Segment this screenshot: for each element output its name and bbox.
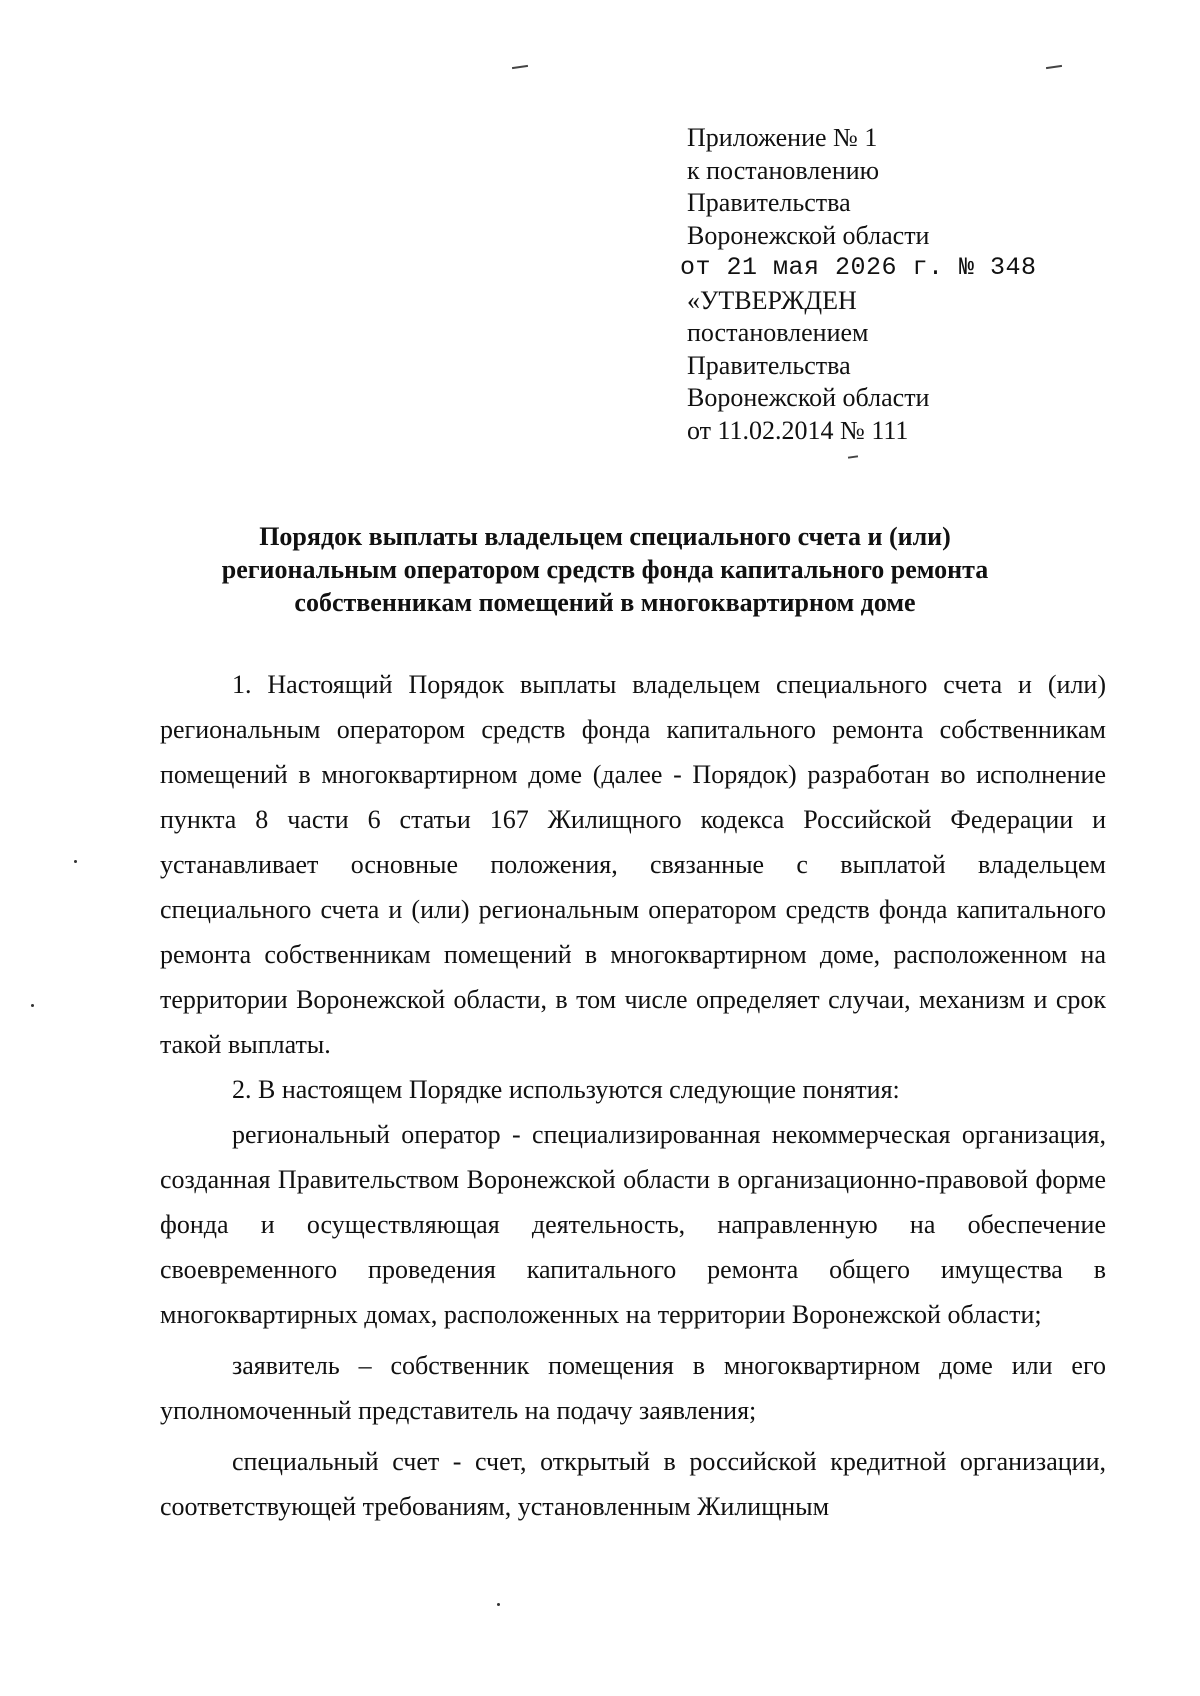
paragraph: заявитель – собственник помещения в многоквартирном доме или его уполномоченный представитель на подачу заявления; xyxy=(160,1351,1106,1425)
approved-line: «УТВЕРЖДЕН xyxy=(687,285,857,315)
scan-mark xyxy=(512,65,528,69)
approved-line: Правительства xyxy=(687,350,851,380)
scan-speck xyxy=(74,860,77,863)
scan-speck xyxy=(497,1603,500,1606)
scan-mark xyxy=(1046,65,1062,69)
approved-line: постановлением xyxy=(687,318,869,347)
title-line: собственникам помещений в многоквартирном доме xyxy=(294,588,916,617)
paragraph: специальный счет - счет, открытый в российской кредитной организации, соответствующей требованиям, установленным Жилищным xyxy=(160,1447,1106,1521)
title-line: региональным оператором средств фонда капитального ремонта xyxy=(221,555,989,584)
appendix-line: Приложение № 1 xyxy=(687,123,878,152)
appendix-line: Правительства xyxy=(687,188,851,217)
appendix-line: Воронежской области xyxy=(687,220,930,250)
scan-mark xyxy=(848,455,858,458)
resolution-date: от 21 мая 2026 г. № 348 xyxy=(680,253,1037,282)
paragraph: 2. В настоящем Порядке используются следующие понятия: xyxy=(232,1075,900,1104)
approved-line: Воронежской области xyxy=(687,383,930,412)
appendix-line: к постановлению xyxy=(687,155,880,185)
scan-speck xyxy=(31,1004,34,1007)
paragraph: региональный оператор - специализированная некоммерческая организация, созданная Правительством Воронежской области в организационно-правовой форме фонда и осуществляющая деятельность, направленную на обеспечение своевременного проведения капитального ремонта общего имущества в многоквартирных домах, расположенных на территории Воронежской области; xyxy=(160,1120,1106,1329)
appendix-block xyxy=(680,122,1037,447)
document-title xyxy=(150,520,1060,619)
document-body xyxy=(160,662,1106,1529)
title-line: Порядок выплаты владельцем специального счета и (или) xyxy=(259,522,951,551)
approved-line: от 11.02.2014 № 111 xyxy=(687,415,909,445)
paragraph: 1. Настоящий Порядок выплаты владельцем специального счета и (или) региональным оператором средств фонда капитального ремонта собственникам помещений в многоквартирном доме (далее - Порядок) разработан во исполнение пункта 8 части 6 статьи 167 Жилищного кодекса Российской Федерации и устанавливает основные положения, связанные с выплатой владельцем специального счета и (или) региональным оператором средств фонда капитального ремонта собственникам помещений в многоквартирном доме, расположенном на территории Воронежской области, в том числе определяет случаи, механизм и срок такой выплаты. xyxy=(160,670,1106,1059)
